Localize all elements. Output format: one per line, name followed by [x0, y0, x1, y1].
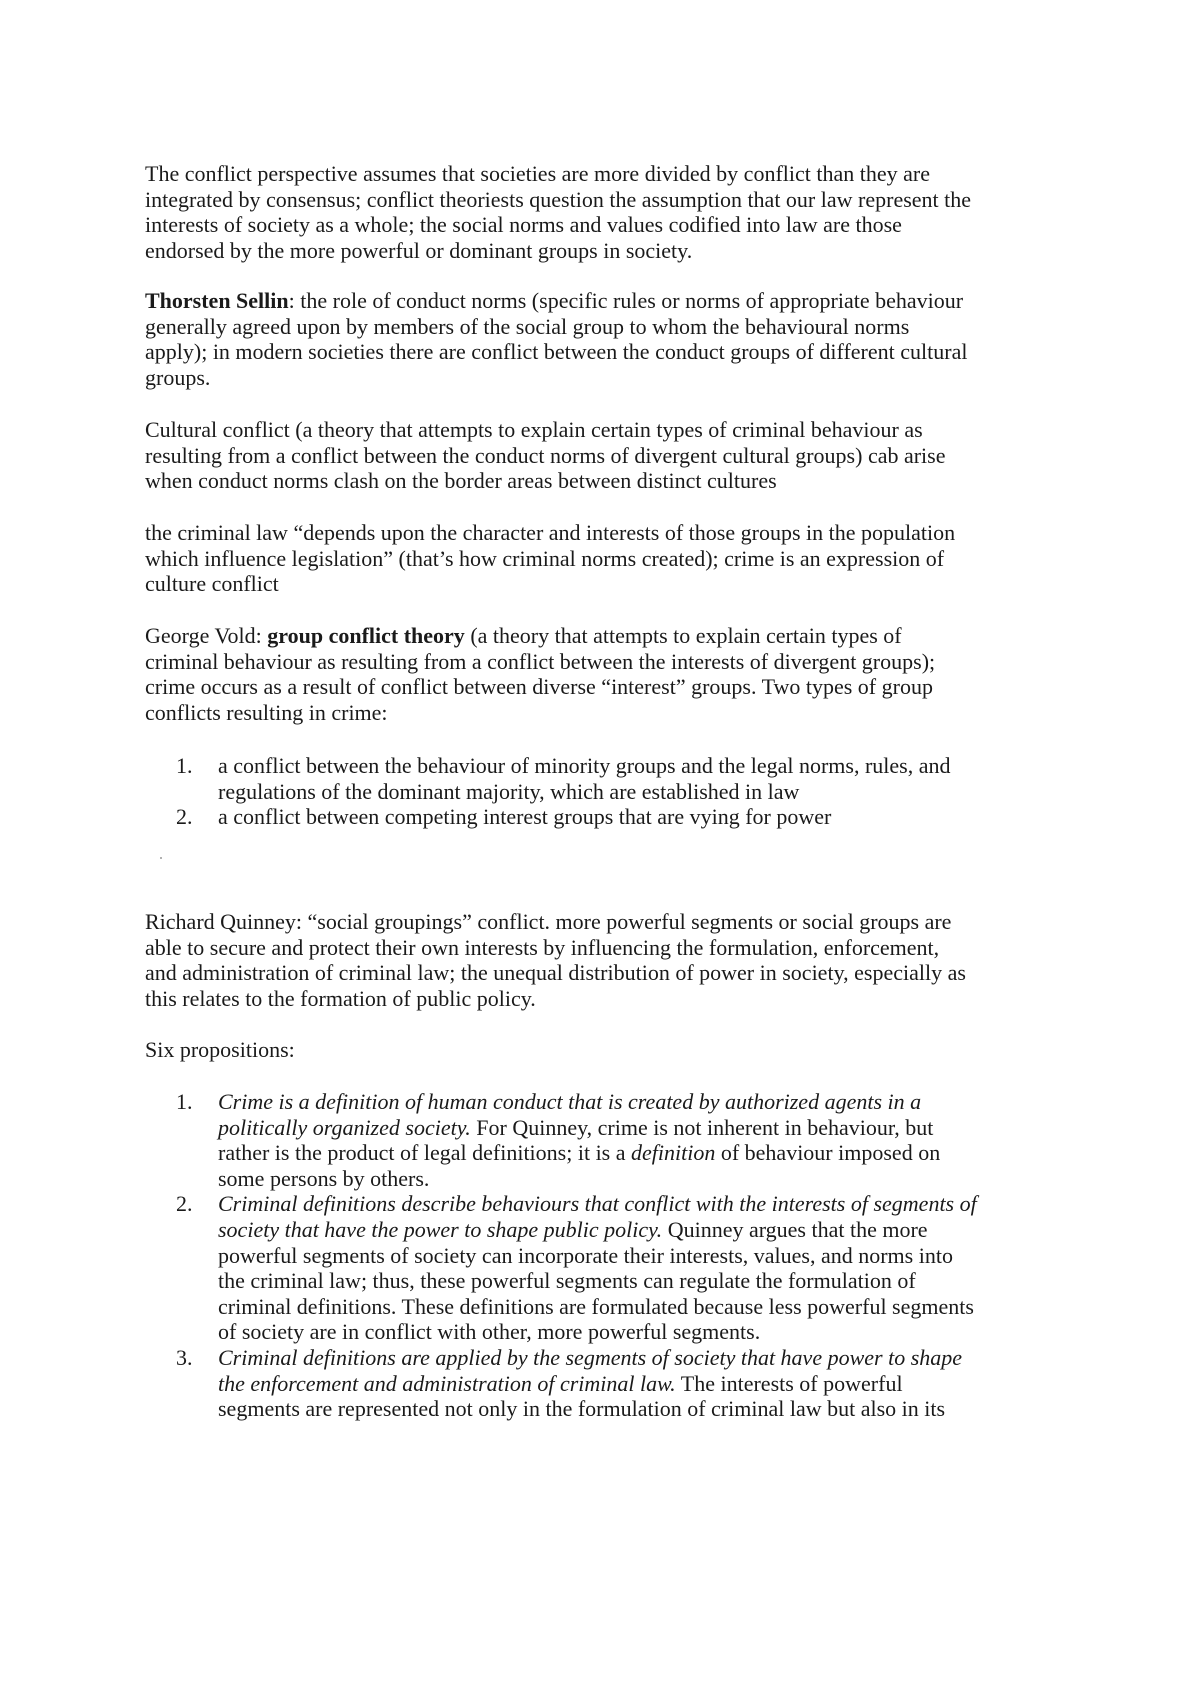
- list-item-line: [218, 1319, 1105, 1345]
- paragraph-richard-quinney: [145, 909, 1105, 1011]
- term-thorsten-sellin: Thorsten Sellin: [145, 288, 289, 313]
- list-number: 1.: [176, 1089, 193, 1114]
- proposition-statement: the enforcement and administration of criminal law.: [218, 1370, 676, 1396]
- list-item-line: regulations of the dominant majority, which are established in law: [218, 778, 800, 804]
- list-item-line: [218, 1371, 1105, 1397]
- paragraph-cultural-conflict: [145, 417, 1105, 494]
- paragraph-line: generally agreed upon by members of the social group to whom the behavioural norms: [145, 313, 910, 339]
- paragraph-line: apply); in modern societies there are conflict between the conduct groups of different cultural: [145, 339, 968, 365]
- paragraph-line: crime occurs as a result of conflict between diverse “interest” groups. Two types of group: [145, 674, 933, 700]
- proposition-statement: Criminal definitions describe behaviours that conflict with the interests of segments of: [218, 1191, 977, 1217]
- list-item: [145, 804, 1105, 830]
- text-segment: the criminal law; thus, these powerful segments can regulate the formulation of: [218, 1268, 916, 1294]
- term-group-conflict-theory: group conflict theory: [267, 623, 465, 648]
- text-segment: For Quinney, crime is not inherent in behaviour, but: [470, 1114, 934, 1140]
- list-number: 2.: [176, 1191, 193, 1217]
- list-item-line: [218, 1217, 1105, 1243]
- stray-mark: [160, 857, 162, 859]
- paragraph-line: interests of society as a whole; the social norms and values codified into law are those: [145, 212, 902, 238]
- proposition-statement: politically organized society.: [218, 1114, 471, 1140]
- emphasis-definition: definition: [631, 1140, 716, 1166]
- paragraph-conflict-perspective: [145, 161, 1105, 263]
- paragraph-line: [145, 288, 1105, 314]
- text-segment: of behaviour imposed on: [715, 1140, 941, 1166]
- list-item-line: [218, 1115, 1105, 1141]
- propositions-heading-block: [145, 1037, 1105, 1063]
- list-number: 2.: [176, 804, 193, 830]
- list-item-line: [218, 1294, 1105, 1320]
- list-item-line: [218, 1396, 1105, 1422]
- paragraph-line: culture conflict: [145, 571, 279, 597]
- text-segment: of society are in conflict with other, more powerful segments.: [218, 1319, 761, 1345]
- text-segment: some persons by others.: [218, 1165, 430, 1191]
- paragraph-line: [145, 623, 1105, 649]
- list-number: 3.: [176, 1344, 193, 1370]
- proposition-statement: Criminal definitions are applied by the segments of society that have power to shape: [218, 1344, 963, 1370]
- list-item-line: [218, 1166, 1105, 1192]
- list-item-line: [218, 1089, 1105, 1115]
- paragraph-line: Cultural conflict (a theory that attempts to explain certain types of criminal behaviour as: [145, 417, 923, 442]
- text-segment: The interests of powerful: [675, 1370, 903, 1396]
- paragraph-line: this relates to the formation of public policy.: [145, 985, 536, 1011]
- paragraph-line: and administration of criminal law; the unequal distribution of power in society, especially as: [145, 960, 966, 986]
- paragraph-criminal-law: [145, 520, 1105, 597]
- list-item-line: [218, 1345, 1105, 1371]
- text-segment: segments are represented not only in the formulation of criminal law but also in its: [218, 1396, 946, 1422]
- paragraph-thorsten-sellin: [145, 288, 1105, 390]
- list-item: [145, 1089, 1105, 1191]
- paragraph-line: conflicts resulting in crime:: [145, 699, 388, 725]
- list-item-line: [218, 1243, 1105, 1269]
- group-conflict-types-list: [145, 753, 1105, 830]
- paragraph-line: Richard Quinney: “social groupings” conflict. more powerful segments or social groups are: [145, 909, 952, 934]
- paragraph-line: endorsed by the more powerful or dominant groups in society.: [145, 237, 693, 263]
- list-item-line: a conflict between competing interest groups that are vying for power: [218, 804, 832, 830]
- text-segment: : the role of conduct norms (specific rules or norms of appropriate behaviour: [288, 288, 964, 313]
- paragraph-line: criminal behaviour as resulting from a conflict between the interests of divergent groups);: [145, 648, 936, 674]
- list-item-line: [218, 1140, 1105, 1166]
- list-number: 1.: [176, 753, 193, 778]
- paragraph-line: able to secure and protect their own interests by influencing the formulation, enforcement,: [145, 934, 940, 960]
- list-item-line: [218, 1191, 1105, 1217]
- propositions-list: [145, 1089, 1105, 1422]
- text-segment: criminal definitions. These definitions are formulated because less powerful segments: [218, 1293, 974, 1319]
- paragraph-line: The conflict perspective assumes that societies are more divided by conflict than they are: [145, 161, 930, 186]
- text-segment: rather is the product of legal definitions; it is a: [218, 1140, 632, 1166]
- list-item-line: [218, 1268, 1105, 1294]
- propositions-heading: Six propositions:: [145, 1037, 295, 1062]
- text-segment: (a theory that attempts to explain certain types of: [464, 623, 902, 648]
- text-segment: George Vold:: [145, 623, 268, 648]
- proposition-statement: society that have the power to shape public policy.: [218, 1216, 663, 1242]
- list-item: [145, 753, 1105, 804]
- paragraph-line: when conduct norms clash on the border areas between distinct cultures: [145, 468, 777, 494]
- paragraph-line: integrated by consensus; conflict theoriests question the assumption that our law represent the: [145, 186, 972, 212]
- paragraph-george-vold: [145, 623, 1105, 725]
- paragraph-line: the criminal law “depends upon the character and interests of those groups in the population: [145, 520, 956, 545]
- text-segment: powerful segments of society can incorporate their interests, values, and norms into: [218, 1242, 953, 1268]
- proposition-statement: Crime is a definition of human conduct that is created by authorized agents in a: [218, 1089, 922, 1114]
- list-item: [145, 1191, 1105, 1345]
- paragraph-line: groups.: [145, 364, 211, 390]
- paragraph-line: resulting from a conflict between the conduct norms of divergent cultural groups) cab arise: [145, 442, 946, 468]
- text-segment: Quinney argues that the more: [662, 1216, 928, 1242]
- list-item: [145, 1345, 1105, 1422]
- list-item-line: a conflict between the behaviour of minority groups and the legal norms, rules, and: [218, 753, 951, 778]
- paragraph-line: which influence legislation” (that’s how criminal norms created); crime is an expression of: [145, 545, 945, 571]
